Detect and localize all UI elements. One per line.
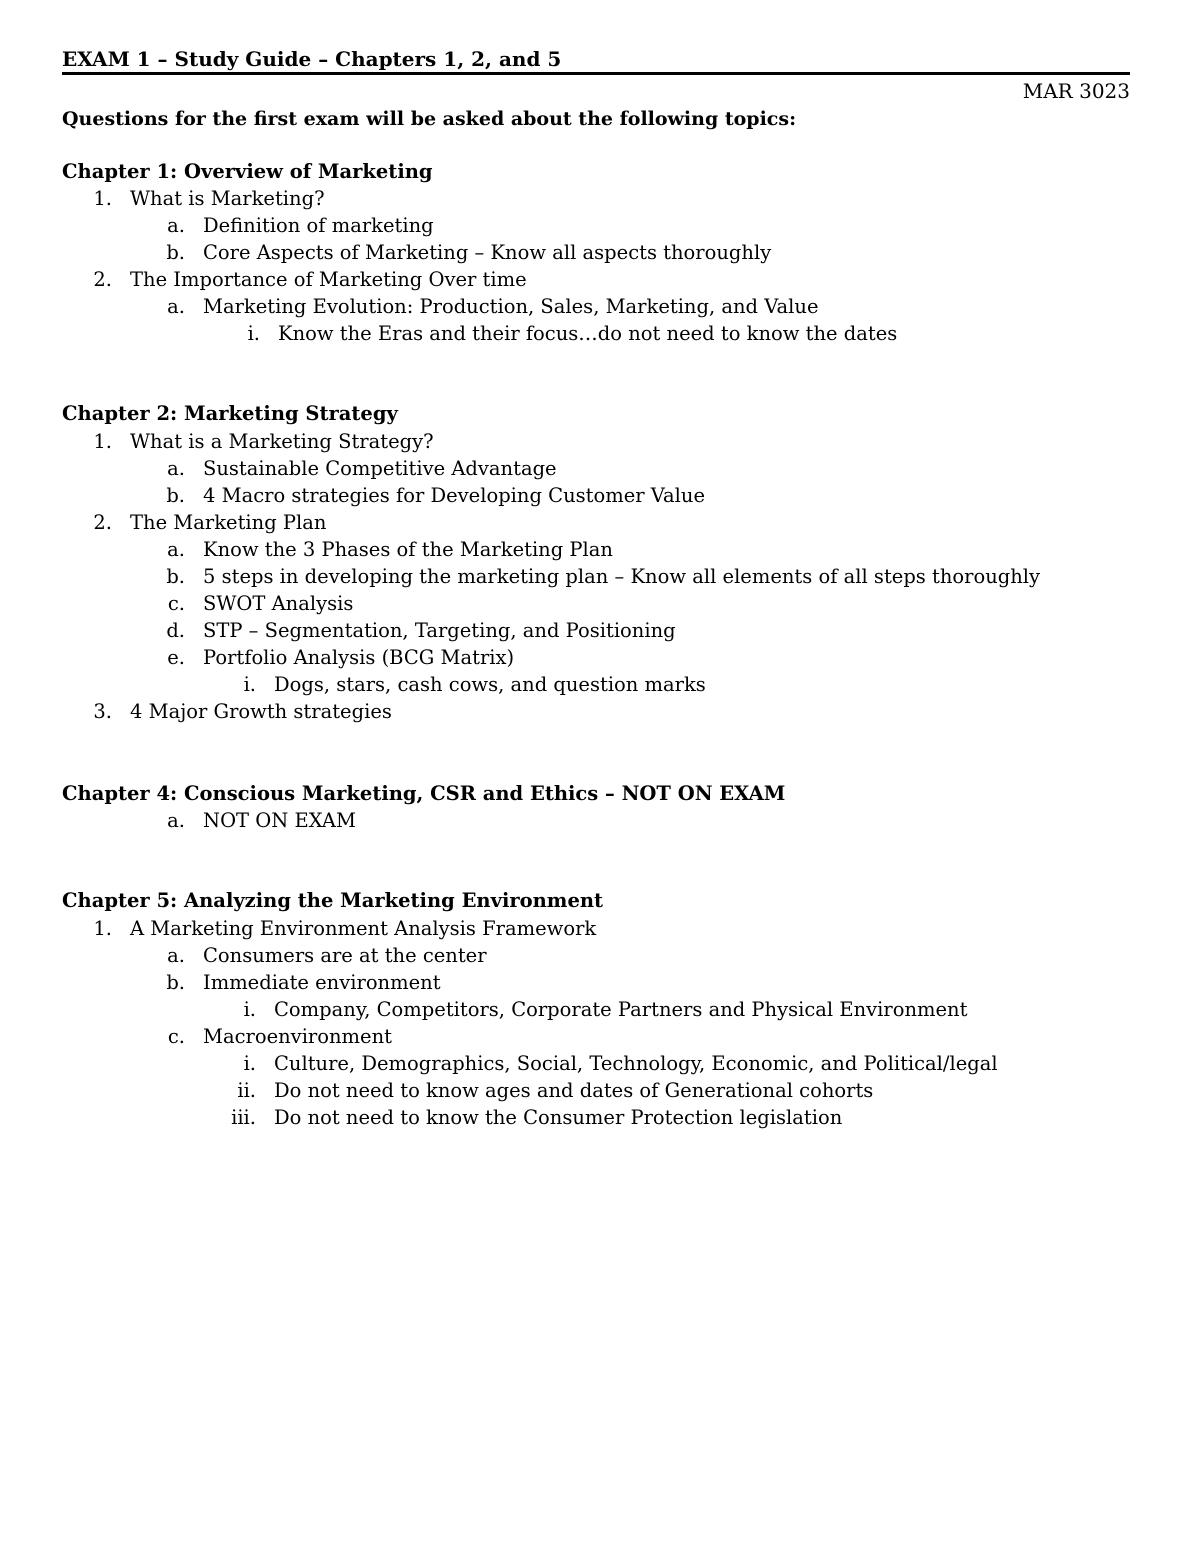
list-marker: e. <box>167 646 185 669</box>
list-marker: iii. <box>231 1106 256 1129</box>
list-item <box>62 511 326 535</box>
list-item-text: 4 Major Growth strategies <box>130 700 392 723</box>
list-marker: c. <box>167 592 185 615</box>
list-marker: b. <box>166 484 185 507</box>
list-item <box>130 484 705 508</box>
list-marker: c. <box>167 1025 185 1048</box>
list-item <box>130 944 487 968</box>
list-item <box>130 646 514 670</box>
list-item <box>200 322 897 346</box>
list-marker: 3. <box>93 700 112 723</box>
list-item-text: A Marketing Environment Analysis Framework <box>130 917 597 940</box>
list-item-text: Sustainable Competitive Advantage <box>203 457 557 480</box>
list-item-text: NOT ON EXAM <box>203 809 356 832</box>
list-item <box>130 565 1040 589</box>
header-divider <box>62 72 1130 75</box>
list-item-text: The Marketing Plan <box>130 511 327 534</box>
list-marker: a. <box>167 538 185 561</box>
list-item <box>62 187 325 211</box>
list-item-text: Consumers are at the center <box>203 944 487 967</box>
chapter-1-title: Chapter 1: Overview of Marketing <box>62 160 433 183</box>
list-item-text: Immediate environment <box>203 971 441 994</box>
list-item-text: 5 steps in developing the marketing plan – Know all elements of all steps thoroughly <box>203 565 1041 588</box>
list-marker: a. <box>167 944 185 967</box>
list-item-text: Culture, Demographics, Social, Technology, Economic, and Political/legal <box>274 1052 998 1075</box>
list-marker: a. <box>167 214 185 237</box>
list-item <box>200 673 706 697</box>
list-item-text: Company, Competitors, Corporate Partners and Physical Environment <box>274 998 968 1021</box>
list-item-text: Portfolio Analysis (BCG Matrix) <box>203 646 515 669</box>
list-marker: i. <box>243 673 256 696</box>
list-marker: i. <box>243 1052 256 1075</box>
list-item <box>130 457 557 481</box>
list-item <box>130 1025 392 1049</box>
list-item <box>130 214 434 238</box>
list-item-text: Marketing Evolution: Production, Sales, Marketing, and Value <box>203 295 819 318</box>
list-item-text: Dogs, stars, cash cows, and question marks <box>274 673 706 696</box>
list-marker: 1. <box>93 187 112 210</box>
list-item-text: Core Aspects of Marketing – Know all aspects thoroughly <box>203 241 772 264</box>
document-title: EXAM 1 – Study Guide – Chapters 1, 2, and 5 <box>62 47 562 71</box>
list-item-text: Do not need to know the Consumer Protection legislation <box>274 1106 843 1129</box>
list-marker: a. <box>167 295 185 318</box>
list-item <box>62 700 392 724</box>
list-item <box>62 917 596 941</box>
list-item <box>130 971 441 995</box>
list-marker: ii. <box>237 1079 256 1102</box>
list-item-text: Know the Eras and their focus…do not need to know the dates <box>278 322 898 345</box>
list-item <box>130 241 771 265</box>
list-marker: a. <box>167 457 185 480</box>
list-item <box>130 295 819 319</box>
list-marker: 1. <box>93 917 112 940</box>
chapter-2-title: Chapter 2: Marketing Strategy <box>62 402 398 425</box>
list-marker: b. <box>166 241 185 264</box>
list-item-text: What is a Marketing Strategy? <box>130 430 434 453</box>
list-marker: b. <box>166 565 185 588</box>
list-item <box>130 592 353 616</box>
list-item <box>200 1106 842 1130</box>
list-marker: d. <box>166 619 185 642</box>
list-item <box>130 809 356 833</box>
list-item <box>130 538 613 562</box>
list-item <box>62 430 434 454</box>
list-marker: 2. <box>93 268 112 291</box>
list-item-text: Macroenvironment <box>203 1025 392 1048</box>
intro-text: Questions for the first exam will be asked about the following topics: <box>62 108 797 130</box>
list-item <box>200 998 967 1022</box>
list-item-text: Definition of marketing <box>203 214 434 237</box>
course-code: MAR 3023 <box>1022 79 1130 103</box>
list-marker: i. <box>247 322 260 345</box>
list-marker: a. <box>167 809 185 832</box>
list-marker: 1. <box>93 430 112 453</box>
chapter-4-title: Chapter 4: Conscious Marketing, CSR and Ethics – NOT ON EXAM <box>62 782 786 805</box>
list-item-text: Know the 3 Phases of the Marketing Plan <box>203 538 613 561</box>
list-item-text: STP – Segmentation, Targeting, and Positioning <box>203 619 676 642</box>
list-marker: b. <box>166 971 185 994</box>
list-item <box>200 1052 998 1076</box>
list-item <box>200 1079 873 1103</box>
list-item-text: What is Marketing? <box>130 187 325 210</box>
list-marker: i. <box>243 998 256 1021</box>
list-item <box>130 619 676 643</box>
list-marker: 2. <box>93 511 112 534</box>
list-item-text: The Importance of Marketing Over time <box>130 268 527 291</box>
list-item-text: Do not need to know ages and dates of Generational cohorts <box>274 1079 874 1102</box>
list-item-text: 4 Macro strategies for Developing Customer Value <box>203 484 706 507</box>
list-item-text: SWOT Analysis <box>203 592 354 615</box>
list-item <box>62 268 527 292</box>
chapter-5-title: Chapter 5: Analyzing the Marketing Environment <box>62 889 604 912</box>
